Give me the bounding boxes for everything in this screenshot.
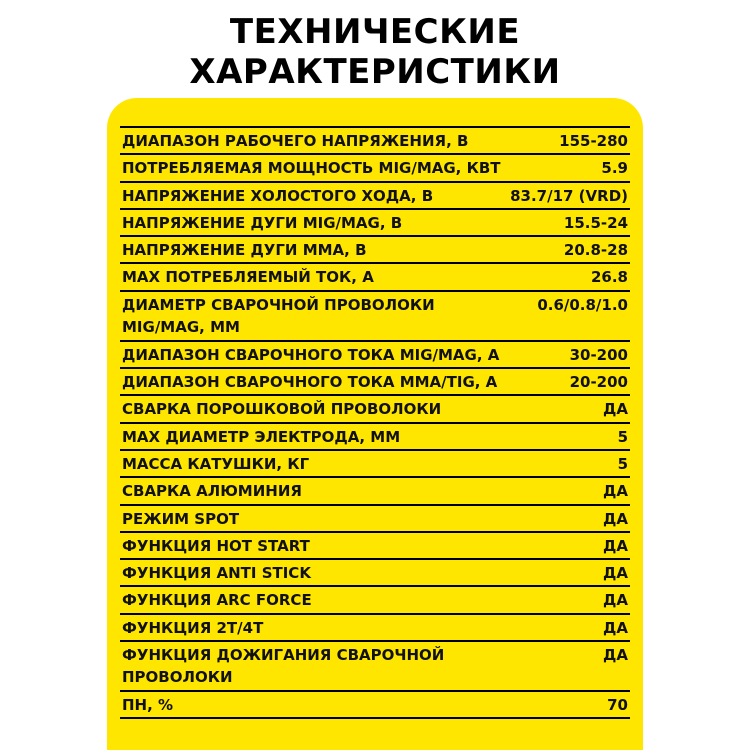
spec-label: ФУНКЦИЯ ANTI STICK	[122, 564, 311, 583]
spec-label: СВАРКА АЛЮМИНИЯ	[122, 482, 302, 501]
spec-row-wire-diameter	[120, 292, 630, 342]
spec-value: ДА	[603, 564, 628, 583]
spec-row-arc-force	[120, 587, 630, 614]
spec-label: ДИАМЕТР СВАРОЧНОЙ ПРОВОЛОКИ MIG/MAG, ММ	[122, 295, 435, 336]
spec-value: ДА	[603, 536, 628, 555]
spec-row-power-consumption	[120, 155, 630, 182]
spec-label: ФУНКЦИЯ HOT START	[122, 536, 310, 555]
spec-value: ДА	[603, 400, 628, 419]
spec-label: НАПРЯЖЕНИЕ ДУГИ ММА, В	[122, 241, 367, 260]
spec-row-arc-voltage-mig	[120, 210, 630, 237]
page-title-line-1: ТЕХНИЧЕСКИЕ	[229, 12, 521, 52]
spec-value: ДА	[603, 509, 628, 528]
spec-label: ФУНКЦИЯ 2Т/4Т	[122, 618, 264, 637]
spec-value: 5	[617, 454, 628, 473]
spec-label: ПОТРЕБЛЯЕМАЯ МОЩНОСТЬ MIG/MAG, КВТ	[122, 159, 501, 178]
spec-label: МАССА КАТУШКИ, КГ	[122, 454, 310, 473]
spec-label: ФУНКЦИЯ ДОЖИГАНИЯ СВАРОЧНОЙ ПРОВОЛОКИ	[122, 646, 445, 687]
spec-value: ДА	[603, 646, 628, 665]
spec-row-2t-4t	[120, 615, 630, 642]
spec-label: ФУНКЦИЯ ARC FORCE	[122, 591, 312, 610]
spec-value: 15.5-24	[563, 213, 628, 232]
spec-row-spool-weight	[120, 451, 630, 478]
spec-row-operating-voltage	[120, 128, 630, 155]
spec-value: 26.8	[590, 268, 628, 287]
spec-row-arc-voltage-mma	[120, 237, 630, 264]
spec-label: ДИАПАЗОН РАБОЧЕГО НАПРЯЖЕНИЯ, В	[122, 132, 469, 150]
spec-row-anti-stick	[120, 560, 630, 587]
spec-value: 70	[607, 696, 628, 715]
spec-row-flux-wire	[120, 396, 630, 423]
spec-value: 83.7/17 (VRD)	[510, 186, 628, 205]
spec-row-current-range-mma	[120, 369, 630, 396]
spec-label: НАПРЯЖЕНИЕ ДУГИ MIG/MAG, В	[122, 213, 403, 232]
spec-value: 0.6/0.8/1.0	[537, 295, 628, 314]
spec-label: ДИАПАЗОН СВАРОЧНОГО ТОКА MMA/TIG, А	[122, 373, 498, 392]
spec-row-electrode-diameter	[120, 424, 630, 451]
spec-value: ДА	[603, 482, 628, 501]
specs-table	[120, 126, 630, 719]
spec-value: 20.8-28	[563, 241, 628, 260]
spec-row-open-circuit-voltage	[120, 183, 630, 210]
spec-label: ПН, %	[122, 696, 174, 715]
spec-value: 5	[617, 427, 628, 446]
spec-row-current-range-mig	[120, 342, 630, 369]
spec-label: ДИАПАЗОН СВАРОЧНОГО ТОКА MIG/MAG, А	[122, 345, 500, 364]
page-title-line-2: ХАРАКТЕРИСТИКИ	[189, 52, 561, 92]
spec-label: MAX ДИАМЕТР ЭЛЕКТРОДА, ММ	[122, 427, 401, 446]
spec-row-burnback	[120, 642, 630, 692]
spec-row-aluminium	[120, 478, 630, 505]
page-title	[0, 12, 750, 92]
spec-label: СВАРКА ПОРОШКОВОЙ ПРОВОЛОКИ	[122, 400, 442, 419]
spec-row-hot-start	[120, 533, 630, 560]
spec-value: ДА	[603, 591, 628, 610]
spec-label: НАПРЯЖЕНИЕ ХОЛОСТОГО ХОДА, В	[122, 186, 434, 205]
spec-value: 5.9	[601, 159, 628, 178]
spec-label: РЕЖИМ SPOT	[122, 509, 240, 528]
spec-value: 30-200	[569, 345, 628, 364]
spec-label: MAX ПОТРЕБЛЯЕМЫЙ ТОК, А	[122, 268, 374, 287]
spec-row-max-current	[120, 264, 630, 291]
spec-row-spot-mode	[120, 506, 630, 533]
spec-row-duty-cycle	[120, 692, 630, 719]
spec-value: ДА	[603, 618, 628, 637]
spec-value: 20-200	[569, 373, 628, 392]
spec-value: 155-280	[559, 132, 628, 150]
